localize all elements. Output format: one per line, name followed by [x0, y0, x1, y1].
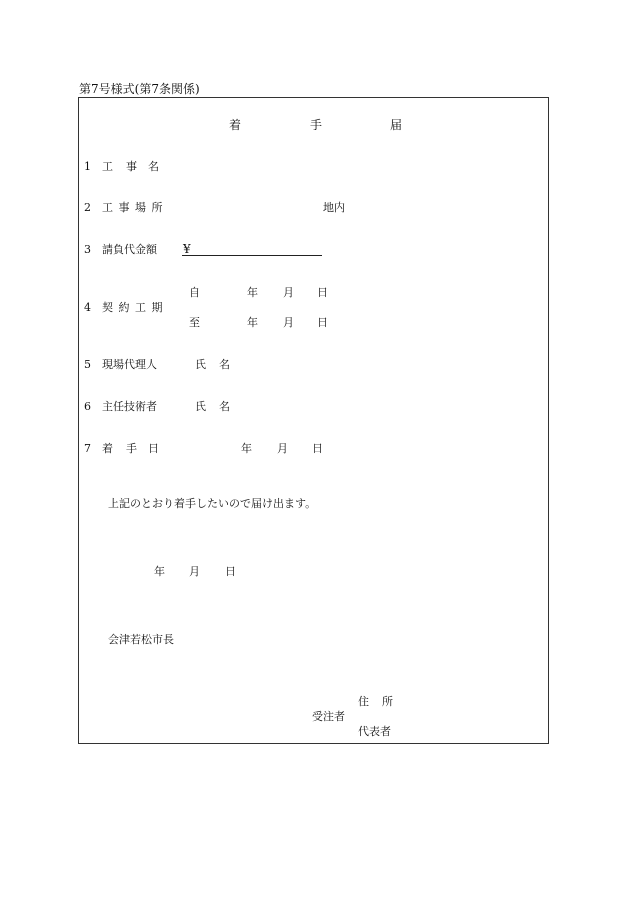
notice-text: 上記のとおり着手したいので届け出ます。 [108, 497, 317, 510]
item-5-name-char-2: 名 [219, 358, 230, 371]
start-date-year: 年 [241, 442, 252, 455]
item-7-label-char-1: 着 [102, 442, 113, 455]
item-5-number: 5 [84, 358, 91, 371]
period-to-day: 日 [317, 316, 328, 329]
form-number-label: 第7号様式(第7条関係) [79, 82, 200, 96]
item-7-label-char-2: 手 [126, 442, 137, 455]
item-4-number: 4 [84, 301, 91, 314]
item-7-number: 7 [84, 442, 91, 455]
item-1-label-char-2: 事 [126, 160, 137, 173]
addressee: 会津若松市長 [108, 633, 174, 646]
item-1-number: 1 [84, 160, 91, 173]
item-2-suffix: 地内 [323, 201, 345, 214]
item-2-number: 2 [84, 201, 91, 214]
contractor-address-char-1: 住 [358, 695, 369, 708]
period-to-year: 年 [247, 316, 258, 329]
yen-symbol: ¥ [183, 242, 191, 256]
title-char-2: 手 [310, 118, 323, 132]
contractor-address-char-2: 所 [382, 695, 393, 708]
item-4-label: 契 約 工 期 [102, 301, 164, 314]
form-frame [78, 97, 549, 744]
item-5-name-char-1: 氏 [195, 358, 206, 371]
contractor-label: 受注者 [312, 710, 345, 723]
amount-underline [182, 255, 322, 256]
submission-year: 年 [154, 565, 165, 578]
contractor-representative: 代表者 [358, 725, 391, 738]
period-from-day: 日 [317, 286, 328, 299]
period-from-month: 月 [283, 286, 294, 299]
item-1-label-char-1: 工 [102, 160, 113, 173]
period-from-word: 自 [189, 286, 200, 299]
period-to-month: 月 [283, 316, 294, 329]
item-7-label-char-3: 日 [148, 442, 159, 455]
period-from-year: 年 [247, 286, 258, 299]
item-3-number: 3 [84, 243, 91, 256]
item-5-label: 現場代理人 [102, 358, 157, 371]
title-char-3: 届 [390, 118, 403, 132]
item-3-label: 請負代金額 [102, 243, 157, 256]
item-2-label: 工 事 場 所 [102, 201, 164, 214]
item-6-number: 6 [84, 400, 91, 413]
item-6-name-char-1: 氏 [195, 400, 206, 413]
submission-month: 月 [189, 565, 200, 578]
item-6-label: 主任技術者 [102, 400, 157, 413]
start-date-month: 月 [277, 442, 288, 455]
item-1-label-char-3: 名 [148, 160, 159, 173]
submission-day: 日 [225, 565, 236, 578]
item-6-name-char-2: 名 [219, 400, 230, 413]
period-to-word: 至 [189, 316, 200, 329]
start-date-day: 日 [312, 442, 323, 455]
title-char-1: 着 [229, 118, 242, 132]
